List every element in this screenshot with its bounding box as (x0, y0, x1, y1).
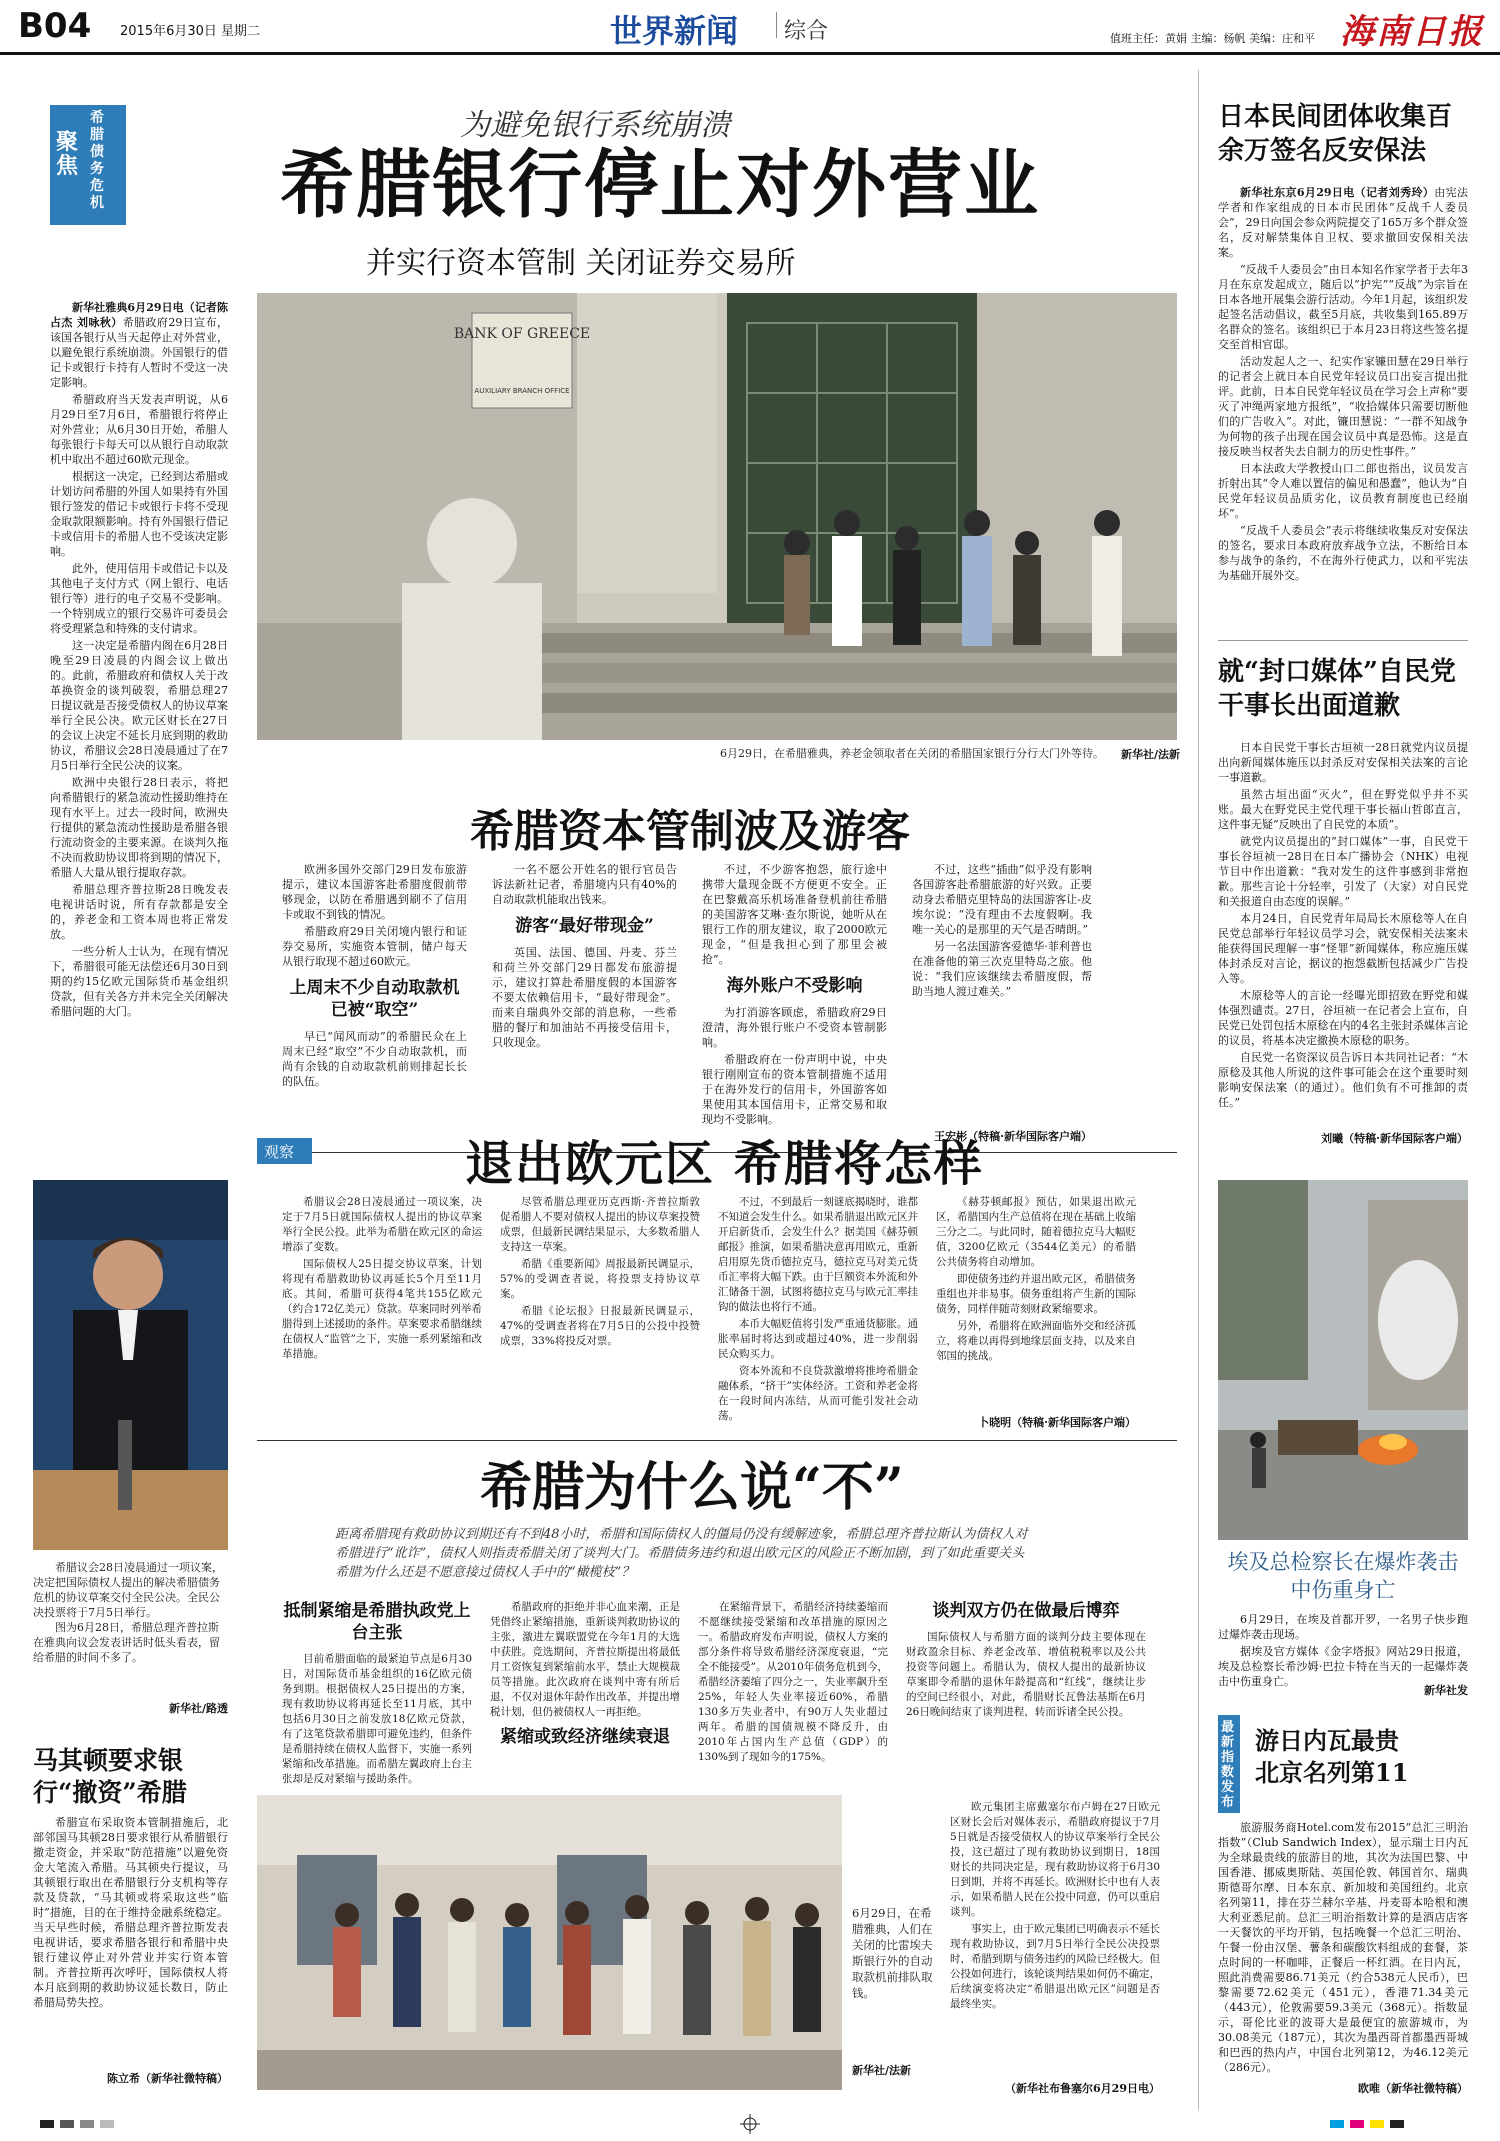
why-no-headline: 希腊为什么说“不” (480, 1457, 904, 1518)
section-sub: 综合 (784, 19, 829, 44)
euro-exit-col-1: 希腊议会28日凌晨通过一项议案，决定于7月5日就国际债权人提出的协议草案举行全民公投。此举为希腊在欧元区的命运增添了变数。 国际债权人25日提交协议草案，计划将现有希腊救助协议再延长5个月至11月底。其间，希腊可获得4笔共155亿欧元（约合172亿美元）贷款。草案同时列举希腊得到上述援助的条件。草案要求希腊继续在债权人“监管”之下，实施一系列紧缩和改革措施。 (282, 1196, 482, 1360)
macedonia-headline: 马其顿要求银行“撤资”希腊 (33, 1746, 187, 1807)
ldp-credit: 刘曦（特稿·新华国际客户端） (1321, 1132, 1468, 1145)
editor-credits: 值班主任：黄娟 主编：杨帆 美编：庄和平 (1110, 32, 1315, 45)
euro-exit-headline: 退出欧元区 希腊将怎样 (465, 1136, 984, 1192)
atm-photo-illustration (257, 1795, 842, 2090)
column-divider (1198, 70, 1199, 2110)
why-no-col-3-sub (490, 1720, 680, 1780)
geneva-headline: 游日内瓦最贵北京名列第11 (1255, 1726, 1409, 1787)
tsipras-photo-illustration (33, 1180, 228, 1550)
focus-byline: 新华社雅典6月29日电（记者陈占杰 刘咏秋） (50, 301, 228, 329)
japan-headline: 日本民间团体收集百余万签名反安保法 (1218, 102, 1453, 166)
geneva-article: 旅游服务商Hotel.com发布2015“总汇三明治指数”（Club Sandwich Index），显示瑞士日内瓦为全球最贵线的旅游目的地，其次为法国巴黎、中国香港、挪威奥斯陆、英国伦敦、韩国首尔、瑞典斯德哥尔摩、日本东京、新加坡和美国纽约。北京名列第11，排在芬兰赫尔辛基、丹麦哥本哈根和澳大利亚悉尼前。总汇三明治指数计算的是酒店店客一天餐饮的平均开销，包括晚餐一个总汇三明治、午餐一份由汉堡、薯条和碳酸饮料组成的套餐，茶点时间的一杯咖啡，正餐后一杯红酒。在日内瓦，照此消费需要86.71美元（约合538元人民币），巴黎需要72.62美元（451元），香港71.34美元（443元），伦敦需要59.3美元（368元）。指数显示，哥伦比亚的波哥大是最便宜的旅游城市，为30.08美元（187元），其次为墨西哥首都墨西哥城和巴西的热内卢，中国台北列第12，为46.12美元（286元）。 (1218, 1821, 1468, 2074)
tourists-subhead-2: 游客“最好带现金” (515, 916, 654, 936)
why-no-subhead-1: 抵制紧缩是希腊执政党上台主张 (283, 1601, 471, 1643)
why-no-credit: （新华社布鲁塞尔6月29日电） (1005, 2082, 1160, 2095)
bank-sign-sub: AUXILIARY BRANCH OFFICE (474, 387, 570, 395)
focus-article: 新华社雅典6月29日电（记者陈占杰 刘咏秋）希腊政府29日宣布，该国各银行从当天起停止对外营业，以避免银行系统崩溃。外国银行的借记卡或银行卡持有人暂时不受这一决定影响。 希腊政府当天发表声明说，从6月29日至7月6日，希腊银行将停止对外营业；从6月30日开始，希腊人每张银行卡每天可以从银行自动取款机中取出不超过60欧元现金。 根据这一决定，已经到达希腊或计划访问希腊的外国人如果持有外国银行签发的借记卡或银行卡将不受现金取款限额影响。持有外国银行借记卡或信用卡的希腊人也不受该决定影响。 此外，使用信用卡或借记卡以及其他电子支付方式（网上银行、电话银行等）进行的电子交易不受影响。一个特别成立的银行交易许可委员会将受理紧急和特殊的支付请求。 这一决定是希腊内阁在6月28日晚至29日凌晨的内阁会议上做出的。此前，希腊政府和债权人关于改革换资金的谈判破裂，希腊总理27日提议就是否接受债权人的协议草案举行全民公决。欧元区财长在27日的会议上决定不延长月底到期的救助协议，希腊议会28日凌晨通过了在7月5日举行全民公决的议案。 欧洲中央银行28日表示，将把向希腊银行的紧急流动性援助维持在现有水平上。过去一段时间，欧洲央行提供的紧急流动性援助是希腊各银行流动资金的主要来源。在谈判久拖不决而救助协议即将到期的情况下，希腊人大量从银行提取存款。 希腊总理齐普拉斯28日晚发表电视讲话时说，所有存款都是安全的，养老金和工资本周也将正常发放。 一些分析人士认为，在现有情况下，希腊很可能无法偿还6月30日到期的约15亿欧元国际货币基金组织贷款，但有关各方并未完全关闭解决希腊问题的大门。 (50, 301, 228, 1018)
japan-article: 新华社东京6月29日电（记者刘秀玲）由宪法学者和作家组成的日本市民团体“反战千人委员会”，29日向国会参众两院提交了165万多个群众签名，反对解禁集体自卫权、要求撤回安保相关法案。 “反战千人委员会”由日本知名作家学者于去年3月在东京发起成立，随后以“护宪”“反战”为宗旨在日本各地开展集会游行活动。今年1月起，该组织发起签名活动倡议，截至5月底，共收集到165.89万名群众的签名。该组织已于本月23日将这些签名提交至首相官邸。 活动发起人之一、纪实作家镰田慧在29日举行的记者会上就日本自民党年轻议员口出妄言提出批评。此前，日本自民党年轻议员在学习会上声称“要灭了冲绳两家地方报纸”，“收拾媒体只需要切断他们的广告收入”。对此，镰田慧说：“一群不知战争为何物的孩子出现在国会议员中真是恐怖。这是直接反映当权者失去自制力的历史性事件。” 日本法政大学教授山口二郎也指出，议员发言折射出其“令人难以置信的偏见和愚蠢”，他认为“自民党年轻议员品质劣化，议员教育制度也已经崩坏”。 “反战千人委员会”表示将继续收集反对安保法的签名，要求日本政府放弃战争立法，不断给日本参与战争的条约，不在海外行使武力，以和平宪法为基础开展外交。 (1218, 186, 1469, 582)
focus-subhead: 并实行资本管制 关闭证券交易所 (366, 246, 796, 281)
why-no-subhead-2: 紧缩或致经济继续衰退 (500, 1727, 670, 1747)
atm-photo (257, 1795, 842, 2090)
bank-sign-text: BANK OF GREECE (453, 326, 591, 342)
bank-photo-illustration (257, 293, 1177, 740)
atm-photo-caption: 6月29日，在希腊雅典，人们在关闭的比雷埃夫斯银行外的自动取款机前排队取钱。 (852, 1906, 933, 2000)
why-no-col-1: 抵制紧缩是希腊执政党上台主张 目前希腊面临的最紧迫节点是6月30日，对国际货币基金组织的16亿欧元债务到期。根据债权人25日提出的方案，现有救助协议将再延长至11月底，其中包括6月30日之前发放18亿欧元贷款，有了这笔贷款希腊即可避免违约，但条件是希腊持续在债权人监督下，实施一系列紧缩和改革措施。而希腊左翼政府上台主张却是反对紧缩与援助条件。 (282, 1601, 472, 1785)
masthead (0, 0, 1500, 52)
tourists-subhead-3: 海外账户不受影响 (726, 976, 863, 996)
why-no-subhead-3: 谈判双方仍在做最后博弈 (932, 1601, 1120, 1621)
tourists-col-1: 欧洲多国外交部门29日发布旅游提示，建议本国游客赴希腊度假前带够现金，以防在希腊遇到刷不了信用卡或取不到钱的情况。 希腊政府29日关闭境内银行和证券交易所，实施资本管制，储户每天从银行取现不超过60欧元。 上周末不少自动取款机已被“取空” 早已“闻风而动”的希腊民众在上周末已经“取空”不少自动取款机，而尚有余钱的自动取款机前则排起长长的队伍。 (282, 863, 467, 1088)
page-number: B04 (18, 6, 92, 46)
euro-exit-col-2: 尽管希腊总理亚历克西斯·齐普拉斯敦促希腊人不要对债权人提出的协议草案投赞成票，但最新民调结果显示，大多数希腊人支持这一草案。 希腊《重要新闻》周报最新民调显示，57%的受调查者说，将投票支持协议草案。 希腊《论坛报》日报最新民调显示，47%的受调查者将在7月5日的公投中投赞成票，33%将投反对票。 (500, 1196, 700, 1347)
tourists-headline: 希腊资本管制波及游客 (470, 806, 910, 857)
bank-photo-credit: 新华社/法新 (1120, 748, 1180, 761)
geneva-credit: 欧唯（新华社微特稿） (1358, 2082, 1468, 2095)
color-registration-bar (0, 2112, 1500, 2137)
tsipras-photo (33, 1180, 228, 1550)
japan-byline: 新华社东京6月29日电（记者刘秀玲） (1240, 186, 1435, 199)
egypt-article: 6月29日，在埃及首都开罗，一名男子快步跑过爆炸袭击现场。 据埃及官方媒体《金字塔报》网站29日报道，埃及总检察长希沙姆·巴拉卡特在当天的一起爆炸袭击中伤重身亡。 (1218, 1613, 1468, 1688)
tourists-col-3: 不过，不少游客抱怨，旅行途中携带大量现金既不方便更不安全。正在巴黎戴高乐机场准备登机前往希腊的美国游客艾琳·查尔斯说，她听从在银行工作的朋友建议，取了2000欧元现金，“但是我担心到了那里会被抢”。 海外账户不受影响 为打消游客顾虑，希腊政府29日澄清，海外银行账户不受资本管制影响。 希腊政府在一份声明中说，中央银行刚刚宣布的资本管制措施不适用于在海外发行的信用卡，外国游客如果使用其本国信用卡，正常交易和取现均不受影响。 (702, 863, 887, 1126)
why-no-col-5: 欧元集团主席戴塞尔布卢姆在27日欧元区财长会后对媒体表示，希腊政府提议于7月5日就是否接受债权人的协议草案举行全民公投，这已超过了现有救助协议到期日，18国财长的共同决定是，现有救助协议将于6月30日到期，并将不再延长。欧洲财长中也有人表示，如果希腊人民在公投中同意，仍可以重启谈判。 事实上，由于欧元集团已明确表示不延长现有救助协议，到7月5日举行全民公决投票时，希腊到期与债务违约的风险已经极大。但公投如何进行，该轮谈判结果如何仍不确定，后续演变将决定“希腊退出欧元区”问题是否最终坐实。 (950, 1801, 1160, 2010)
registration-marks (0, 2112, 1500, 2137)
egypt-photo (1218, 1180, 1468, 1540)
why-no-col-2: 希腊政府的拒绝并非心血来潮，正是凭借终止紧缩措施，重新谈判救助协议的主张，激进左翼联盟党在今年1月的大选中获胜。竞选期间，齐普拉斯提出将最低月工资恢复到紧缩前水平，禁止大规模裁员等措施。此次政府在谈判中寄有所后退，不仅对退休年龄作出改革，并提出增税计划，但仍被债权人一再拒绝。 (490, 1601, 680, 1718)
tsipras-caption: 希腊议会28日凌晨通过一项议案，决定把国际债权人提出的解决希腊债务危机的协议草案交付全民公决。全民公决投票将于7月5日举行。 图为6月28日，希腊总理齐普拉斯在雅典向议会发表讲话时低头看表，留给希腊的时间不多了。 (33, 1561, 223, 1664)
why-no-col-4: 谈判双方仍在做最后博弈 国际债权人与希腊方面的谈判分歧主要体现在财政盈余目标、养老金改革、增值税税率以及公共投资等问题上。希腊认为，债权人提出的最新协议草案即令希腊的退休年龄提高和“红线”，继续让步的空间已经很小，对此，希腊财长瓦鲁法基斯在6月26日晚间结束了谈判进程，转而诉诸全民公投。 (906, 1601, 1146, 1718)
why-no-lead: 距离希腊现有救助协议到期还有不到48小时，希腊和国际债权人的僵局仍没有缓解迹象，希腊总理齐普拉斯认为债权人对希腊进行“讹诈”，债权人则指责希腊关闭了谈判大门。希腊债务违约和退出欧元区的风险正不断加剧，到了如此重要关头希腊为什么还是不愿意接过债权人手中的“橄榄枝”？ (335, 1527, 1028, 1580)
euro-exit-col-3: 不过，不到最后一刻谜底揭晓时，谁都不知道会发生什么。如果希腊退出欧元区并开启新货币，会发生什么？据美国《赫芬顿邮报》推演，如果希腊决意再用欧元，重新启用原先货币德拉克马，德拉克马对美元货币汇率将大幅下跌。由于巨额资本外流和外汇储备干涸，试图将德拉克马与欧元汇率挂钩的做法也将行不通。 本币大幅贬值将引发严重通货膨胀。通胀率届时将达到或超过40%，进一步削弱民众购买力。 资本外流和不良贷款激增将推垮希腊金融体系，“挤干”实体经济。工资和养老金将在一段时间内冻结，从而可能引发社会动荡。 (718, 1196, 918, 1422)
focus-tag: 聚焦 (56, 129, 79, 179)
tourists-col-2: 一名不愿公开姓名的银行官员告诉法新社记者，希腊境内只有40%的自动取款机能取出钱来。 游客“最好带现金” 英国、法国、德国、丹麦、芬兰和荷兰外交部门29日都发布旅游提示，建议打算赴希腊度假的本国游客不要太依赖信用卡，“最好带现金”。而来自瑞典外交部的消息称，一些希腊的餐厅和加油站不再接受信用卡，只收现金。 (492, 863, 677, 1049)
focus-headline: 希腊银行停止对外营业 (280, 142, 1040, 228)
tourists-col-4: 不过，这些“插曲”似乎没有影响各国游客赴希腊旅游的好兴致。正要动身去希腊克里特岛的法国游客让-皮埃尔说：“没有理由不去度假啊。我唯一关心的是那里的天气是否晴朗。” 另一名法国游客爱德华·菲利普也在准备他的第三次克里特岛之旅。他说：“我们应该继续去希腊度假，帮助当地人渡过难关。” (912, 863, 1092, 998)
divider (257, 1440, 1177, 1441)
tsipras-credit: 新华社/路透 (168, 1702, 228, 1715)
issue-date: 2015年6月30日 星期二 (120, 24, 261, 39)
section-title: 世界新闻 (610, 12, 739, 50)
macedonia-article: 希腊宣布采取资本管制措施后，北部邻国马其顿28日要求银行从希腊银行撤走资金，并采取“防范措施”以避免资金大笔流入希腊。马其顿央行提议，马其顿银行取出在希腊银行分支机构等存款及贷款，“马其顿或将采取这些“临时”措施，目的在于维持金融系统稳定。当天早些时候，希腊总理齐普拉斯发表电视讲话，要求希腊各银行和希腊中央银行建议停止对外营业并实行资本管制。齐普拉斯再次呼吁，国际债权人将本月底到期的救助协议延长数日，防止希腊局势失控。 (33, 1816, 228, 2009)
egypt-photo-illustration (1218, 1180, 1468, 1540)
egypt-headline: 埃及总检察长在爆炸袭击中伤重身亡 (1227, 1550, 1459, 1602)
atm-photo-credit: 新华社/法新 (852, 2064, 912, 2077)
tourists-subhead-1: 上周末不少自动取款机已被“取空” (289, 978, 460, 1020)
focus-kicker: 为避免银行系统崩溃 (460, 108, 730, 143)
ldp-article: 日本自民党干事长古垣祯一28日就党内议员提出向新闻媒体施压以封杀反对安保相关法案的言论一事道歉。 虽然古垣出面“灭火”，但在野党似乎并不买账。最大在野党民主党代理干事长福山哲郎直言，这件事无疑“反映出了自民党的本质”。 就党内议员提出的“封口媒体”一事，自民党干事长谷垣祯一28日在日本广播协会（NHK）电视节目中作出道歉：“我对发生的这件事感到非常抱歉。那些言论十分轻率，引发了（大家）对自民党和关报道自由态度的误解。” 本月24日，自民党青年局局长木原稔等人在自民党总部举行年轻议员学习会，就安保相关法案未能获得国民理解一事“怪罪”新闻媒体，称应施压媒体封杀反对言论，据议的抱怨截断包括减少广告投入等。 木原稔等人的言论一经曝光即招致在野党和媒体强烈谴责。27日，谷垣祯一在记者会上宣布，自民党已处罚包括木原稔在内的4名主张封杀媒体言论的议员，将基本决定撤换木原稔的职务。 自民党一名资深议员告诉日本共同社记者：“木原稔及其他人所说的这件事可能会在这个重要时刻影响安保法案（的通过）。他们负有不可推卸的责任。” (1218, 741, 1468, 1109)
bank-photo (257, 293, 1177, 740)
euro-exit-col-4: 《赫芬顿邮报》预估，如果退出欧元区，希腊国内生产总值将在现在基础上收缩三分之二。与此同时，随着德拉克马大幅贬值，3200亿欧元（3544亿美元）的希腊公共债务将自动增加。 即使债务违约并退出欧元区，希腊债务重组也并非易事。债务重组将产生新的国际债务，同样伴随苛刻财政紧缩要求。 另外，希腊将在欧洲面临外交和经济孤立，将难以再得到地缘层面支持，以及来自邻国的挑战。 (936, 1196, 1136, 1362)
masthead-rule (0, 52, 1500, 55)
observe-tag: 观察 (264, 1143, 295, 1161)
tourists-credit: 王宏彬（特稿·新华国际客户端） (934, 1130, 1092, 1143)
egypt-credit: 新华社发 (1424, 1684, 1468, 1697)
divider (1218, 640, 1468, 641)
ldp-headline: 就“封口媒体”自民党干事长出面道歉 (1218, 657, 1456, 721)
euro-exit-credit: 卜晓明（特稿·新华国际客户端） (978, 1416, 1136, 1429)
geneva-tag: 最新指数发布 (1221, 1720, 1235, 1810)
paper-logo: 海南日报 (1340, 12, 1484, 52)
why-no-col-3: 在紧缩背景下，希腊经济持续萎缩而不愿继续接受紧缩和改革措施的原因之一。希腊政府发布声明说，债权人方案的部分条件将导致希腊经济深度衰退，“完全不能接受”。从2010年债务危机到今，希腊经济萎缩了四分之一，失业率飙升至25%，年轻人失业率接近60%，希腊130多万失业者中，有90万人失业超过两年。希腊的国债规模不降反升，由2010年占国内生产总值（GDP）的130%到了现如今的175%。 (698, 1601, 888, 1763)
bank-photo-caption: 6月29日，在希腊雅典，养老金领取者在关闭的希腊国家银行分行大门外等待。 (720, 747, 1104, 760)
focus-topic: 希腊债务危机 (90, 110, 104, 211)
macedonia-credit: 陈立希（新华社微特稿） (107, 2072, 228, 2085)
